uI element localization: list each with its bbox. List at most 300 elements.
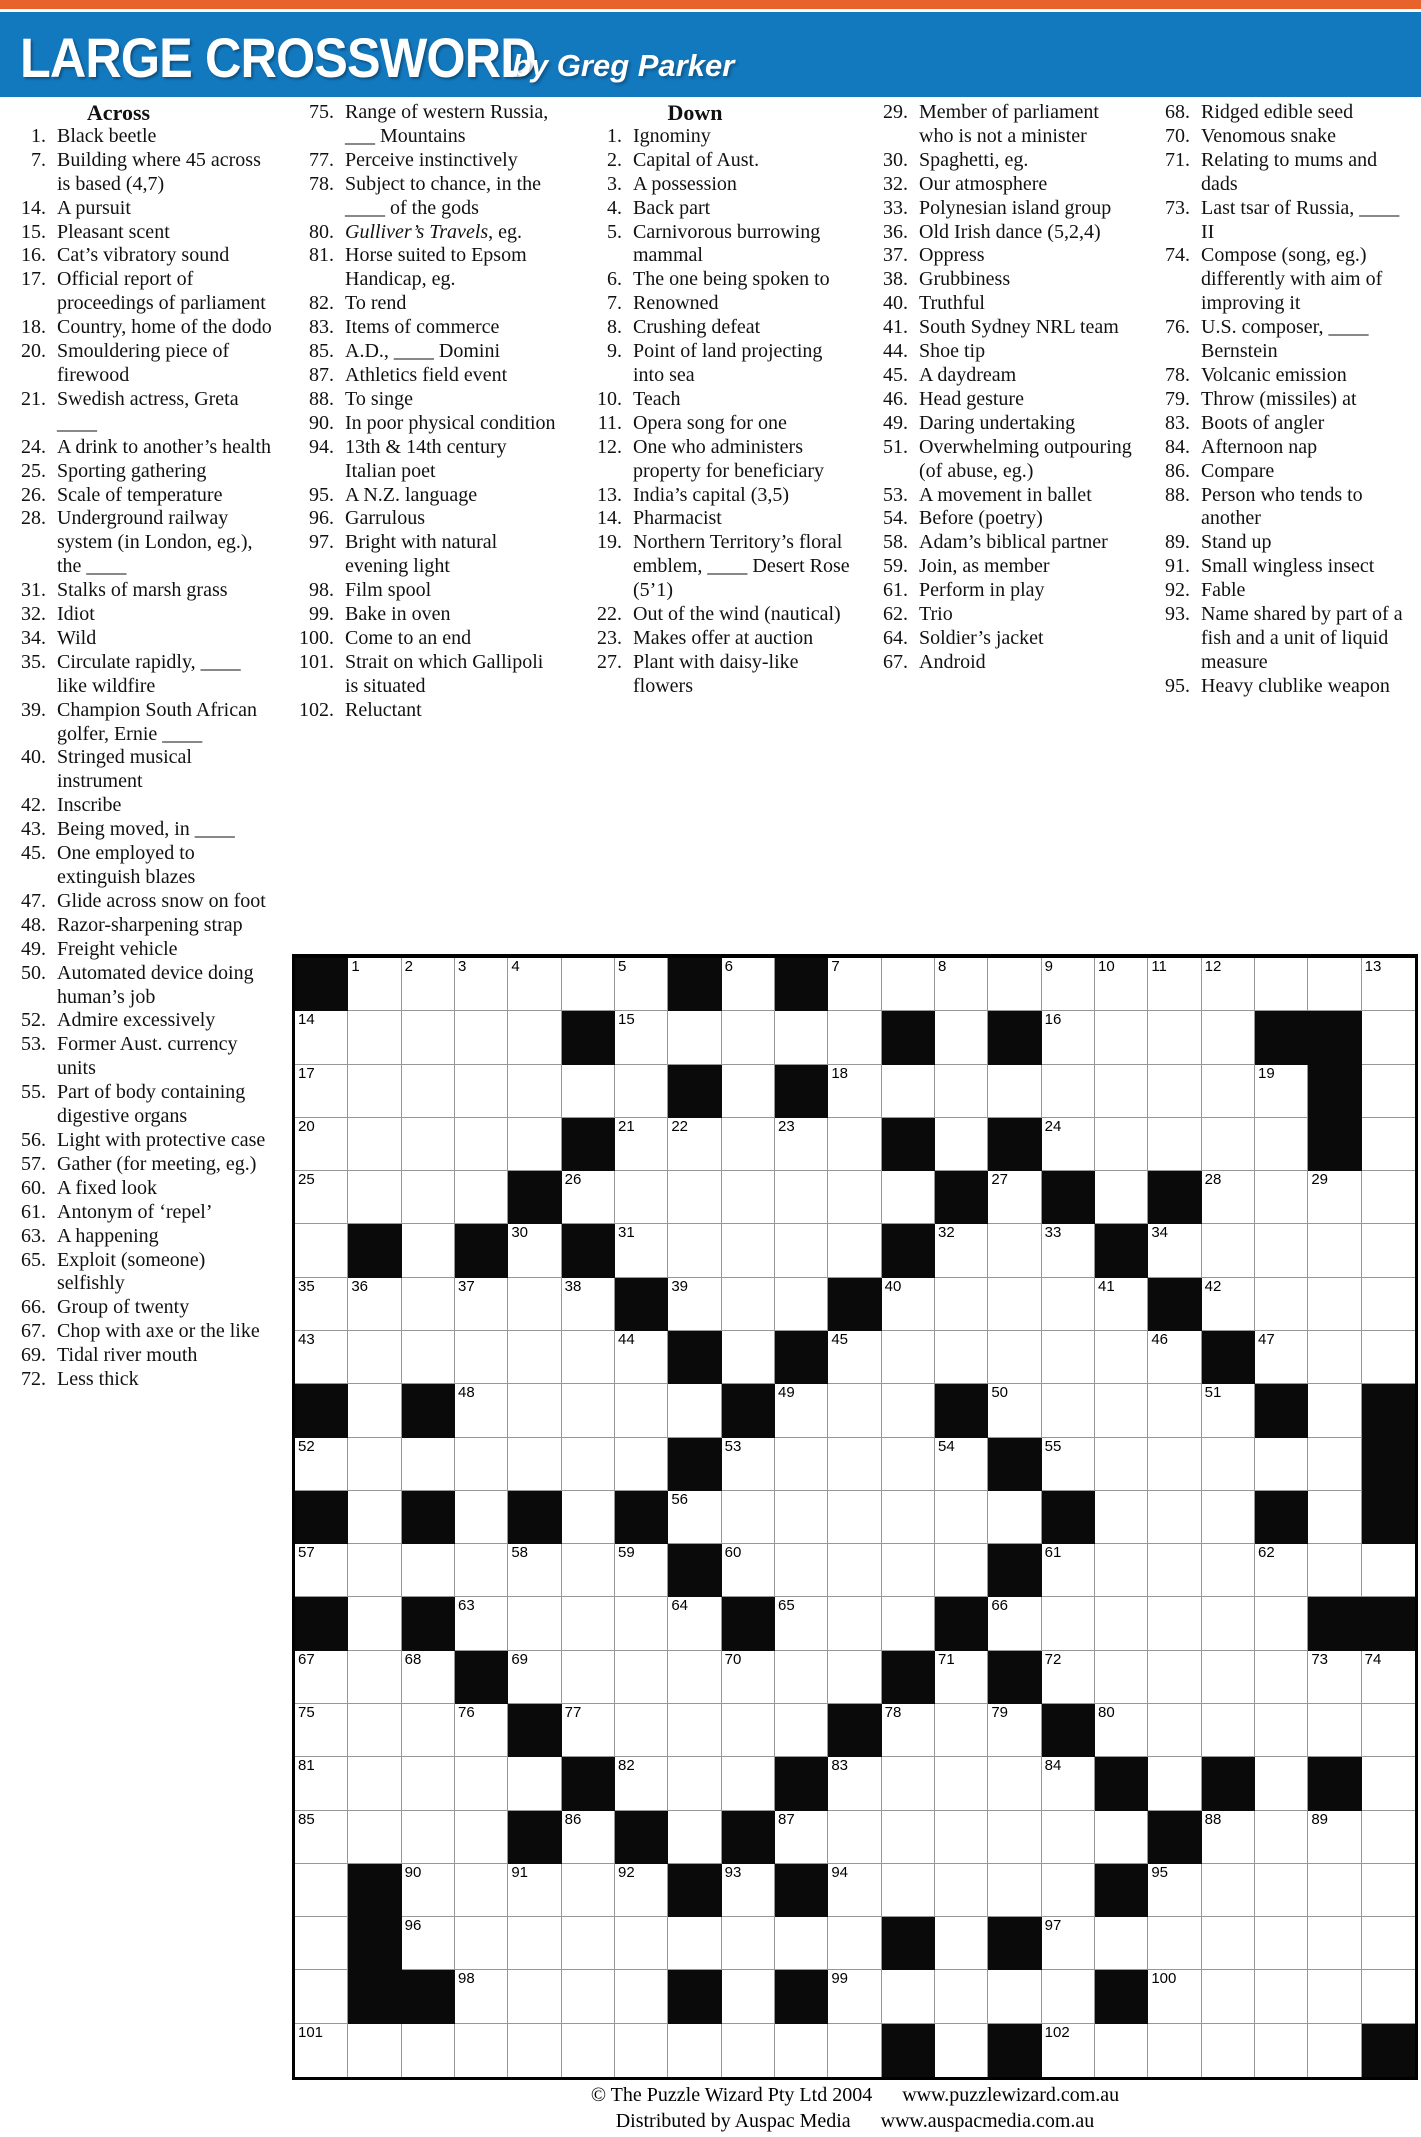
grid-cell[interactable] [1255,1438,1308,1491]
grid-cell[interactable] [295,1065,348,1118]
grid-cell[interactable] [935,1811,988,1864]
grid-cell[interactable] [615,1917,668,1970]
grid-cell[interactable] [615,2024,668,2077]
grid-cell[interactable] [455,1970,508,2023]
grid-cell[interactable] [295,1811,348,1864]
grid-cell[interactable] [348,1597,401,1650]
grid-cell[interactable] [882,958,935,1011]
grid-cell[interactable] [1202,2024,1255,2077]
grid-cell[interactable] [295,1118,348,1171]
grid-cell[interactable] [1095,1118,1148,1171]
grid-cell[interactable] [988,1384,1041,1437]
grid-cell[interactable] [882,1331,935,1384]
grid-cell[interactable] [1042,1384,1095,1437]
grid-cell[interactable] [562,1917,615,1970]
grid-cell[interactable] [402,1757,455,1810]
grid-cell[interactable] [1042,1544,1095,1597]
grid-cell[interactable] [562,1864,615,1917]
grid-cell[interactable] [1362,1278,1415,1331]
grid-cell[interactable] [1362,1331,1415,1384]
grid-cell[interactable] [828,1597,881,1650]
grid-cell[interactable] [1255,1544,1308,1597]
grid-cell[interactable] [882,1491,935,1544]
grid-cell[interactable] [668,1224,721,1277]
grid-cell[interactable] [1148,1224,1201,1277]
grid-cell[interactable] [348,2024,401,2077]
grid-cell[interactable] [1148,2024,1201,2077]
grid-cell[interactable] [295,1438,348,1491]
grid-cell[interactable] [722,1491,775,1544]
grid-cell[interactable] [455,1917,508,1970]
grid-cell[interactable] [562,1970,615,2023]
grid-cell[interactable] [882,1704,935,1757]
grid-cell[interactable] [615,1704,668,1757]
grid-cell[interactable] [295,1704,348,1757]
grid-cell[interactable] [1362,1970,1415,2023]
grid-cell[interactable] [1148,1597,1201,1650]
grid-cell[interactable] [935,1224,988,1277]
grid-cell[interactable] [775,1704,828,1757]
grid-cell[interactable] [402,1171,455,1224]
grid-cell[interactable] [1202,1011,1255,1064]
grid-cell[interactable] [668,1491,721,1544]
grid-cell[interactable] [402,1811,455,1864]
grid-cell[interactable] [402,1704,455,1757]
grid-cell[interactable] [882,1597,935,1650]
grid-cell[interactable] [1255,1597,1308,1650]
grid-cell[interactable] [1148,1491,1201,1544]
grid-cell[interactable] [668,2024,721,2077]
grid-cell[interactable] [1042,1438,1095,1491]
grid-cell[interactable] [348,1171,401,1224]
grid-cell[interactable] [988,1331,1041,1384]
grid-cell[interactable] [1095,1651,1148,1704]
grid-cell[interactable] [1202,1970,1255,2023]
grid-cell[interactable] [828,2024,881,2077]
grid-cell[interactable] [1362,1811,1415,1864]
grid-cell[interactable] [562,1811,615,1864]
grid-cell[interactable] [455,1384,508,1437]
grid-cell[interactable] [402,1438,455,1491]
grid-cell[interactable] [1042,1065,1095,1118]
grid-cell[interactable] [1255,1331,1308,1384]
grid-cell[interactable] [1202,958,1255,1011]
grid-cell[interactable] [455,1438,508,1491]
grid-cell[interactable] [1042,1011,1095,1064]
grid-cell[interactable] [455,1011,508,1064]
grid-cell[interactable] [348,1384,401,1437]
grid-cell[interactable] [668,1171,721,1224]
grid-cell[interactable] [1042,1224,1095,1277]
grid-cell[interactable] [828,1651,881,1704]
grid-cell[interactable] [722,1757,775,1810]
grid-cell[interactable] [988,1970,1041,2023]
grid-cell[interactable] [1202,1384,1255,1437]
grid-cell[interactable] [455,1811,508,1864]
grid-cell[interactable] [562,1544,615,1597]
grid-cell[interactable] [1308,1917,1361,1970]
grid-cell[interactable] [1308,1704,1361,1757]
grid-cell[interactable] [1202,1704,1255,1757]
grid-cell[interactable] [668,1811,721,1864]
grid-cell[interactable] [1255,1811,1308,1864]
grid-cell[interactable] [1308,2024,1361,2077]
grid-cell[interactable] [1362,1757,1415,1810]
grid-cell[interactable] [1362,1011,1415,1064]
grid-cell[interactable] [1095,1278,1148,1331]
grid-cell[interactable] [402,1011,455,1064]
grid-cell[interactable] [935,1970,988,2023]
grid-cell[interactable] [562,1651,615,1704]
grid-cell[interactable] [1202,1491,1255,1544]
grid-cell[interactable] [455,1757,508,1810]
grid-cell[interactable] [455,1278,508,1331]
grid-cell[interactable] [775,1651,828,1704]
grid-cell[interactable] [402,1864,455,1917]
grid-cell[interactable] [1255,1864,1308,1917]
grid-cell[interactable] [722,958,775,1011]
grid-cell[interactable] [1202,1171,1255,1224]
grid-cell[interactable] [722,1970,775,2023]
grid-cell[interactable] [1255,1757,1308,1810]
grid-cell[interactable] [615,1864,668,1917]
grid-cell[interactable] [722,2024,775,2077]
grid-cell[interactable] [562,1278,615,1331]
grid-cell[interactable] [828,1065,881,1118]
grid-cell[interactable] [562,1171,615,1224]
grid-cell[interactable] [1255,1118,1308,1171]
grid-cell[interactable] [1362,1704,1415,1757]
grid-cell[interactable] [295,1757,348,1810]
grid-cell[interactable] [295,1011,348,1064]
grid-cell[interactable] [828,1171,881,1224]
grid-cell[interactable] [1042,1597,1095,1650]
grid-cell[interactable] [775,1011,828,1064]
grid-cell[interactable] [668,1757,721,1810]
grid-cell[interactable] [988,1704,1041,1757]
grid-cell[interactable] [935,1704,988,1757]
grid-cell[interactable] [1095,1917,1148,1970]
grid-cell[interactable] [1362,1118,1415,1171]
grid-cell[interactable] [775,1544,828,1597]
grid-cell[interactable] [1308,1331,1361,1384]
grid-cell[interactable] [1095,1438,1148,1491]
grid-cell[interactable] [775,1118,828,1171]
grid-cell[interactable] [828,1438,881,1491]
grid-cell[interactable] [1202,1438,1255,1491]
grid-cell[interactable] [988,1065,1041,1118]
grid-cell[interactable] [615,1757,668,1810]
grid-cell[interactable] [1095,1331,1148,1384]
grid-cell[interactable] [1308,1811,1361,1864]
grid-cell[interactable] [1308,1384,1361,1437]
grid-cell[interactable] [1148,1384,1201,1437]
grid-cell[interactable] [668,1917,721,1970]
grid-cell[interactable] [1095,1704,1148,1757]
grid-cell[interactable] [722,1544,775,1597]
grid-cell[interactable] [1148,1864,1201,1917]
grid-cell[interactable] [1042,1864,1095,1917]
grid-cell[interactable] [615,1224,668,1277]
grid-cell[interactable] [508,1331,561,1384]
grid-cell[interactable] [775,1278,828,1331]
grid-cell[interactable] [882,1438,935,1491]
grid-cell[interactable] [295,2024,348,2077]
grid-cell[interactable] [935,1917,988,1970]
grid-cell[interactable] [775,1171,828,1224]
grid-cell[interactable] [722,1704,775,1757]
grid-cell[interactable] [1308,958,1361,1011]
grid-cell[interactable] [722,1917,775,1970]
grid-cell[interactable] [668,1118,721,1171]
grid-cell[interactable] [935,1118,988,1171]
grid-cell[interactable] [1095,1491,1148,1544]
grid-cell[interactable] [1095,1065,1148,1118]
grid-cell[interactable] [775,1917,828,1970]
grid-cell[interactable] [562,1597,615,1650]
grid-cell[interactable] [935,1331,988,1384]
grid-cell[interactable] [1202,1917,1255,1970]
grid-cell[interactable] [615,1065,668,1118]
grid-cell[interactable] [1042,1331,1095,1384]
grid-cell[interactable] [722,1278,775,1331]
grid-cell[interactable] [1202,1065,1255,1118]
grid-cell[interactable] [348,1704,401,1757]
grid-cell[interactable] [1202,1544,1255,1597]
grid-cell[interactable] [722,1171,775,1224]
grid-cell[interactable] [348,1331,401,1384]
grid-cell[interactable] [455,1171,508,1224]
grid-cell[interactable] [615,1118,668,1171]
grid-cell[interactable] [1042,1278,1095,1331]
grid-cell[interactable] [775,1597,828,1650]
grid-cell[interactable] [828,1970,881,2023]
grid-cell[interactable] [295,1171,348,1224]
grid-cell[interactable] [1202,1118,1255,1171]
grid-cell[interactable] [615,1438,668,1491]
grid-cell[interactable] [775,1491,828,1544]
grid-cell[interactable] [295,1864,348,1917]
grid-cell[interactable] [828,1757,881,1810]
grid-cell[interactable] [1308,1864,1361,1917]
grid-cell[interactable] [402,1278,455,1331]
grid-cell[interactable] [988,1597,1041,1650]
grid-cell[interactable] [508,1597,561,1650]
grid-cell[interactable] [508,958,561,1011]
grid-cell[interactable] [935,1864,988,1917]
grid-cell[interactable] [1095,1384,1148,1437]
grid-cell[interactable] [1255,1224,1308,1277]
grid-cell[interactable] [988,1171,1041,1224]
grid-cell[interactable] [1148,1438,1201,1491]
grid-cell[interactable] [1148,1544,1201,1597]
grid-cell[interactable] [455,1491,508,1544]
grid-cell[interactable] [828,1811,881,1864]
grid-cell[interactable] [988,958,1041,1011]
grid-cell[interactable] [562,2024,615,2077]
grid-cell[interactable] [615,1171,668,1224]
grid-cell[interactable] [988,1278,1041,1331]
grid-cell[interactable] [722,1864,775,1917]
grid-cell[interactable] [668,1384,721,1437]
grid-cell[interactable] [935,1544,988,1597]
grid-cell[interactable] [1362,1065,1415,1118]
grid-cell[interactable] [295,1224,348,1277]
grid-cell[interactable] [1095,1544,1148,1597]
grid-cell[interactable] [402,1224,455,1277]
grid-cell[interactable] [1308,1491,1361,1544]
grid-cell[interactable] [1255,1704,1308,1757]
grid-cell[interactable] [348,1011,401,1064]
grid-cell[interactable] [828,958,881,1011]
grid-cell[interactable] [828,1224,881,1277]
grid-cell[interactable] [348,1278,401,1331]
grid-cell[interactable] [562,1384,615,1437]
grid-cell[interactable] [1042,1811,1095,1864]
grid-cell[interactable] [295,1278,348,1331]
grid-cell[interactable] [508,1224,561,1277]
grid-cell[interactable] [1095,1597,1148,1650]
grid-cell[interactable] [1148,1065,1201,1118]
grid-cell[interactable] [668,1704,721,1757]
grid-cell[interactable] [935,1491,988,1544]
grid-cell[interactable] [508,1917,561,1970]
grid-cell[interactable] [455,1704,508,1757]
grid-cell[interactable] [988,1757,1041,1810]
grid-cell[interactable] [348,1065,401,1118]
grid-cell[interactable] [615,1597,668,1650]
grid-cell[interactable] [1362,1544,1415,1597]
grid-cell[interactable] [295,1651,348,1704]
grid-cell[interactable] [1255,1917,1308,1970]
grid-cell[interactable] [828,1331,881,1384]
grid-cell[interactable] [1148,1011,1201,1064]
grid-cell[interactable] [1308,1278,1361,1331]
grid-cell[interactable] [935,2024,988,2077]
grid-cell[interactable] [1308,1171,1361,1224]
grid-cell[interactable] [775,2024,828,2077]
grid-cell[interactable] [562,958,615,1011]
grid-cell[interactable] [1362,1917,1415,1970]
grid-cell[interactable] [1308,1544,1361,1597]
grid-cell[interactable] [455,2024,508,2077]
grid-cell[interactable] [1362,1864,1415,1917]
grid-cell[interactable] [828,1011,881,1064]
grid-cell[interactable] [1042,2024,1095,2077]
grid-cell[interactable] [828,1118,881,1171]
grid-cell[interactable] [1202,1864,1255,1917]
grid-cell[interactable] [935,958,988,1011]
grid-cell[interactable] [1255,2024,1308,2077]
grid-cell[interactable] [828,1864,881,1917]
grid-cell[interactable] [455,1864,508,1917]
grid-cell[interactable] [988,1864,1041,1917]
grid-cell[interactable] [508,1651,561,1704]
grid-cell[interactable] [1148,1757,1201,1810]
grid-cell[interactable] [1308,1970,1361,2023]
grid-cell[interactable] [775,1384,828,1437]
grid-cell[interactable] [1095,1011,1148,1064]
grid-cell[interactable] [828,1491,881,1544]
grid-cell[interactable] [935,1757,988,1810]
grid-cell[interactable] [455,1065,508,1118]
grid-cell[interactable] [1308,1651,1361,1704]
grid-cell[interactable] [722,1224,775,1277]
grid-cell[interactable] [402,1065,455,1118]
grid-cell[interactable] [775,1224,828,1277]
grid-cell[interactable] [402,958,455,1011]
grid-cell[interactable] [882,1544,935,1597]
grid-cell[interactable] [455,1597,508,1650]
grid-cell[interactable] [1095,2024,1148,2077]
grid-cell[interactable] [1255,1278,1308,1331]
grid-cell[interactable] [295,1331,348,1384]
grid-cell[interactable] [508,1384,561,1437]
grid-cell[interactable] [1202,1811,1255,1864]
grid-cell[interactable] [1362,958,1415,1011]
grid-cell[interactable] [508,1118,561,1171]
grid-cell[interactable] [1148,958,1201,1011]
grid-cell[interactable] [882,1278,935,1331]
grid-cell[interactable] [668,1651,721,1704]
grid-cell[interactable] [615,1011,668,1064]
grid-cell[interactable] [508,1438,561,1491]
grid-cell[interactable] [882,1970,935,2023]
grid-cell[interactable] [722,1118,775,1171]
grid-cell[interactable] [562,1491,615,1544]
grid-cell[interactable] [1042,1970,1095,2023]
grid-cell[interactable] [1148,1970,1201,2023]
grid-cell[interactable] [722,1011,775,1064]
grid-cell[interactable] [775,1811,828,1864]
grid-cell[interactable] [1308,1224,1361,1277]
grid-cell[interactable] [828,1544,881,1597]
grid-cell[interactable] [348,1544,401,1597]
grid-cell[interactable] [615,1384,668,1437]
grid-cell[interactable] [1042,1757,1095,1810]
grid-cell[interactable] [668,1278,721,1331]
grid-cell[interactable] [402,2024,455,2077]
grid-cell[interactable] [1255,1651,1308,1704]
grid-cell[interactable] [882,1384,935,1437]
grid-cell[interactable] [1202,1224,1255,1277]
grid-cell[interactable] [1202,1651,1255,1704]
grid-cell[interactable] [508,2024,561,2077]
grid-cell[interactable] [1255,1065,1308,1118]
grid-cell[interactable] [508,1011,561,1064]
grid-cell[interactable] [935,1278,988,1331]
grid-cell[interactable] [348,1811,401,1864]
grid-cell[interactable] [1042,1651,1095,1704]
grid-cell[interactable] [722,1651,775,1704]
grid-cell[interactable] [508,1757,561,1810]
grid-cell[interactable] [1095,1171,1148,1224]
grid-cell[interactable] [402,1331,455,1384]
grid-cell[interactable] [935,1011,988,1064]
grid-cell[interactable] [1308,1438,1361,1491]
grid-cell[interactable] [882,1811,935,1864]
grid-cell[interactable] [1362,1651,1415,1704]
grid-cell[interactable] [295,1544,348,1597]
grid-cell[interactable] [882,1171,935,1224]
grid-cell[interactable] [1095,958,1148,1011]
grid-cell[interactable] [1042,958,1095,1011]
grid-cell[interactable] [562,1331,615,1384]
grid-cell[interactable] [562,1438,615,1491]
grid-cell[interactable] [348,1438,401,1491]
grid-cell[interactable] [882,1864,935,1917]
grid-cell[interactable] [1148,1651,1201,1704]
